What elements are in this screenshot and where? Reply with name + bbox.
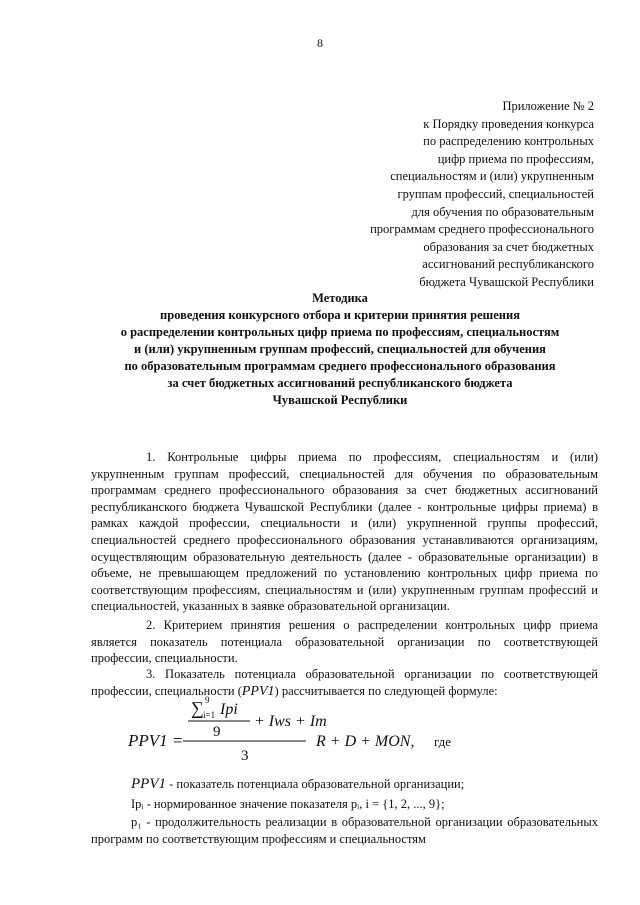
title-line: Методика	[312, 291, 368, 305]
annex-line: Приложение № 2	[502, 99, 594, 113]
sum-upper-limit: 9	[205, 695, 210, 705]
annex-line: по распределению контрольных	[423, 134, 594, 149]
document-title	[80, 290, 600, 409]
inner-denominator: 9	[213, 724, 221, 740]
legend-ipi-text: Ipᵢ - нормированное значение показателя pᵢ, i = {1, 2, ..., 9};	[131, 797, 445, 811]
annex-line: ассигнований республиканского	[422, 257, 594, 272]
annex-line: образования за счет бюджетных	[423, 239, 594, 254]
ppv1-inline-symbol: PPV1	[241, 683, 275, 699]
outer-denominator: 3	[241, 748, 249, 764]
title-line: о распределении контрольных цифр приема по профессиям, специальностям	[120, 325, 560, 339]
annex-line: цифр приема по профессиям,	[437, 151, 594, 166]
paragraph-2	[91, 617, 598, 667]
legend-ppv1	[91, 776, 598, 793]
annex-line: специальностям и (или) укрупненным	[390, 169, 594, 184]
paragraph-1	[91, 449, 598, 615]
annex-line: программам среднего профессионального	[370, 222, 594, 237]
title-line: и (или) укрупненным группам профессий, специальностей для обучения	[134, 342, 546, 356]
title-line: Чувашской Республики	[272, 393, 408, 407]
paragraph-3-before: 3. Показатель потенциала образовательной организации по соответствующей профессии, специальности (	[91, 667, 598, 698]
sum-lower-limit: i=1	[203, 710, 216, 720]
formula-tail: R + D + MON,	[316, 733, 415, 750]
legend-p1-text: p₁ - продолжительность реализации в образовательной организации образовательных программ по соответствующим профессиям и специальностям	[91, 815, 598, 846]
plus-terms: + Iws + Iт	[254, 713, 327, 730]
sum-term: Ipi	[220, 701, 238, 718]
annex-line: группам профессий, специальностей	[397, 186, 594, 201]
formula-lhs: PPV1 =	[128, 731, 184, 750]
formula-where: где	[434, 734, 452, 749]
legend-ppv1-symbol: PPV1	[131, 776, 166, 792]
legend-ppv1-desc: - показатель потенциала образовательной организации;	[166, 777, 465, 791]
page-number: 8	[317, 36, 323, 50]
annex-line: к Порядку проведения конкурса	[423, 116, 594, 131]
annex-header	[264, 98, 594, 292]
annex-line: для обучения по образовательным	[411, 204, 594, 219]
paragraph-1-text: 1. Контрольные цифры приема по профессиям, специальностям и (или) укрупненным группам профессий, специальностей для обучения по образовательным программам среднего профессионального образования за счет бюджетных ассигнований республиканского бюджета Чувашской Республики (далее - контрольные цифры приема) в рамках каждой профессии, специальности и (или) укрупненной группы профессий, специальностей среднего профессионального образования устанавливаются организациям, осуществляющим образовательную деятельность (далее - образовательные организации) в объеме, не превышающем предложений по установлению контрольных цифр приема по соответствующим профессиям, специальностям и (или) укрупненным группам профессий и специальностей, указанных в заявке образовательной организации.	[91, 450, 598, 614]
ppv1-formula	[128, 690, 568, 770]
title-line: проведения конкурсного отбора и критерии принятия решения	[160, 308, 520, 322]
paragraph-2-text: 2. Критерием принятия решения о распределении контрольных цифр приема является показатель потенциала образовательной организации по соответствующей профессии, специальности.	[91, 618, 598, 666]
legend-ipi	[91, 796, 598, 813]
legend-ppv1-text	[91, 776, 598, 793]
title-line: по образовательным программам среднего профессионального образования	[124, 359, 556, 373]
title-line: за счет бюджетных ассигнований республиканского бюджета	[167, 376, 513, 390]
annex-line: бюджета Чувашской Республики	[419, 274, 594, 289]
sum-sign: ∑	[191, 698, 204, 718]
paragraph-3-after: ) рассчитывается по следующей формуле:	[274, 683, 498, 698]
legend-p1	[91, 814, 598, 847]
